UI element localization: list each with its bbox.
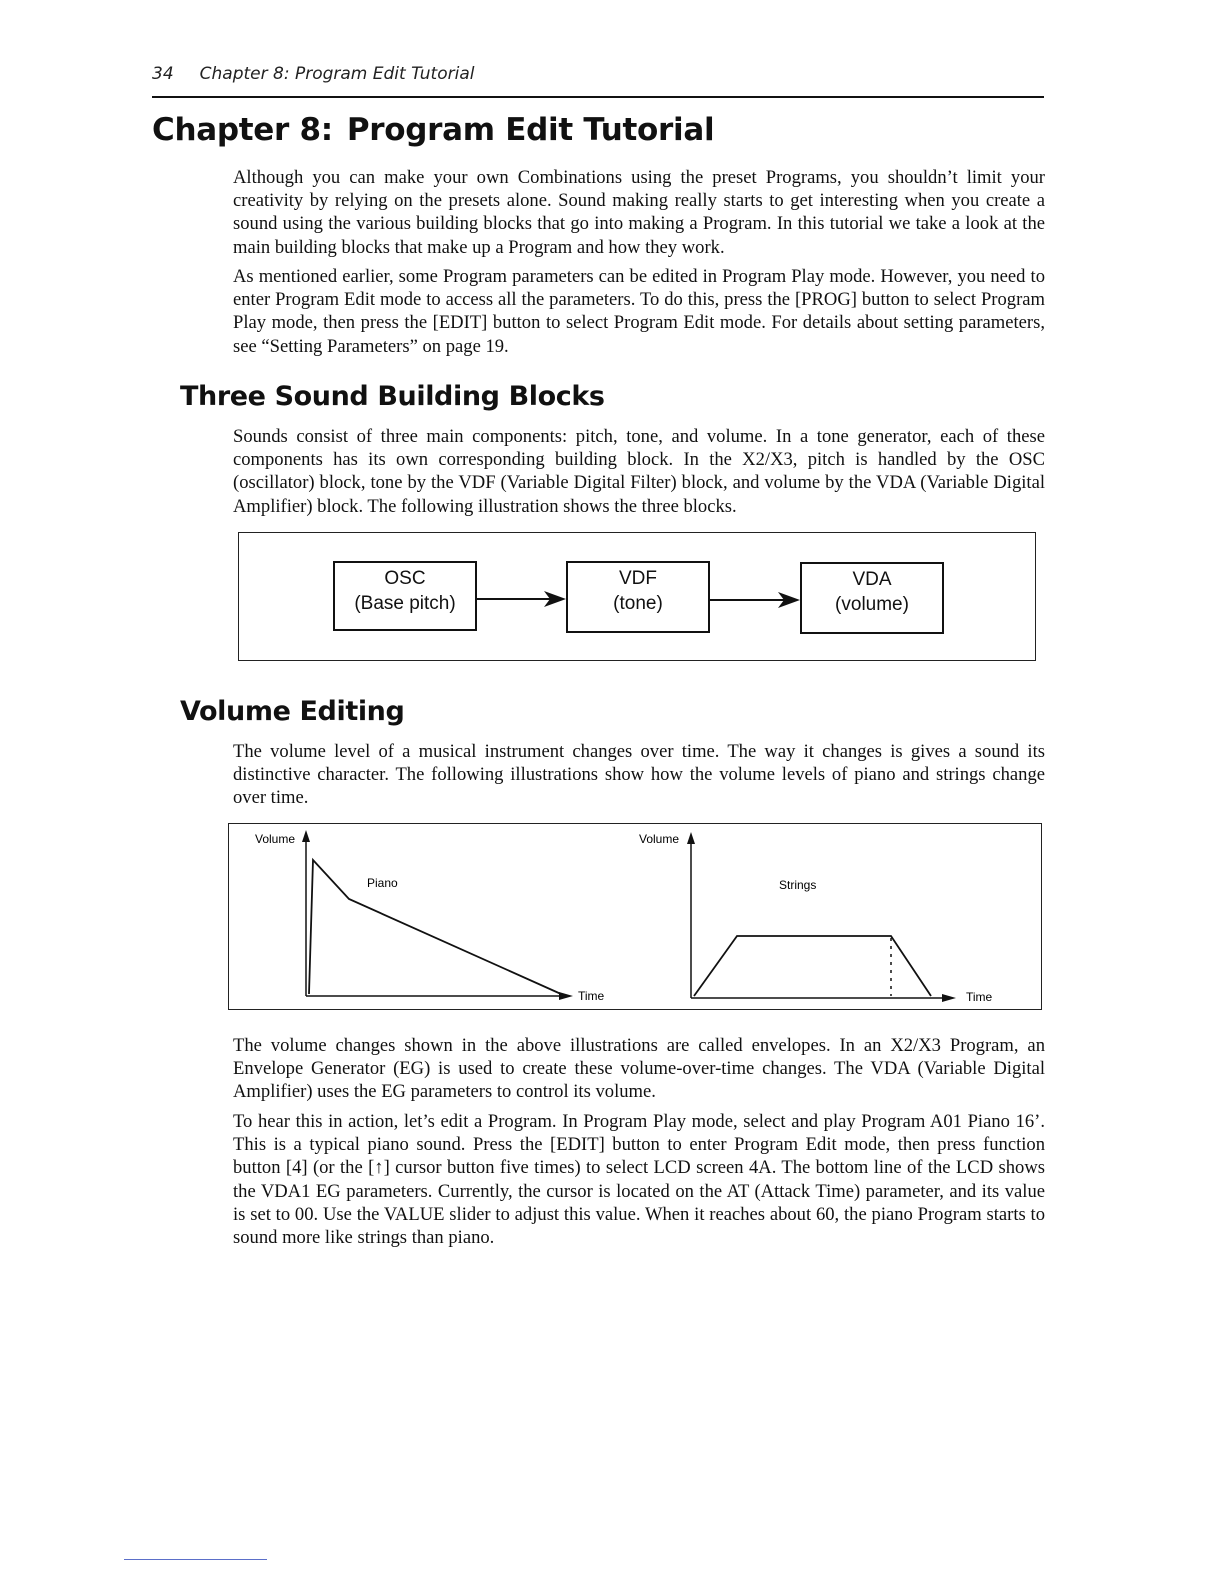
envelope-graphs — [229, 824, 1041, 1009]
section-heading-volume: Volume Editing — [180, 696, 405, 727]
chapter-title — [152, 112, 714, 148]
chapter-label: Chapter 8: — [152, 112, 333, 148]
block-diagram — [238, 532, 1036, 661]
intro-paragraph-2: As mentioned earlier, some Program parameters can be edited in Program Play mode. However, you need to enter Program Edit mode to access all the parameters. To do this, press the [PROG] button to select Program Play mode, then press the [EDIT] button to select Program Edit mode. For details about setting parameters, see “Setting Parameters” on page 19. — [233, 266, 1045, 357]
strings-y-label: Volume — [639, 832, 680, 846]
running-title: Chapter 8: Program Edit Tutorial — [199, 64, 475, 84]
strings-y-arrow — [687, 832, 695, 844]
volume-paragraph: The volume level of a musical instrument changes over time. The way it changes is gives a sound its distinctive character. The following illustrations show how the volume levels of piano and strings change over time. — [233, 741, 1045, 809]
piano-curve-label: Piano — [367, 876, 398, 890]
vdf-block-name: VDF — [619, 568, 657, 589]
osc-block-sub: (Base pitch) — [354, 593, 456, 614]
blocks-paragraph: Sounds consist of three main components: pitch, tone, and volume. In a tone generator, each of these components has its own corresponding building block. In the X2/X3, pitch is handled by the OSC (oscillator) block, tone by the VDF (Variable Digital Filter) block, and volume by the VDA (Variable Digital Amplifier) block. The following illustration shows the three blocks. — [233, 426, 1045, 517]
running-header — [152, 64, 474, 84]
header-rule — [152, 96, 1044, 98]
envelope-paragraph: The volume changes shown in the above illustrations are called envelopes. In an X2/X3 Program, an Envelope Generator (EG) is used to create these volume-over-time changes. The VDA (Variable Digital Amplifier) uses the EG parameters to control its volume. — [233, 1035, 1045, 1103]
intro-paragraph-1: Although you can make your own Combinations using the preset Programs, you shouldn’t limit your creativity by relying on the presets alone. Sound making really starts to get interesting when you create a sound using the various building blocks that go into making a Program. In this tutorial we take a look at the main building blocks that make up a Program and how they work. — [233, 167, 1045, 258]
vda-block-name: VDA — [852, 569, 892, 590]
arrow-osc-to-vdf — [477, 591, 566, 607]
piano-graph — [255, 830, 605, 1003]
strings-envelope — [694, 936, 931, 996]
section-heading-blocks: Three Sound Building Blocks — [180, 381, 605, 412]
vda-block-sub: (volume) — [835, 594, 909, 615]
strings-curve-label: Strings — [779, 878, 817, 892]
piano-y-arrow — [302, 830, 310, 842]
strings-x-arrow — [942, 994, 956, 1002]
vdf-block-sub: (tone) — [613, 593, 663, 614]
osc-block-name: OSC — [384, 568, 426, 589]
block-arrows — [239, 533, 1035, 660]
page-number: 34 — [152, 64, 174, 84]
piano-y-label: Volume — [255, 832, 296, 846]
tutorial-paragraph: To hear this in action, let’s edit a Program. In Program Play mode, select and play Program A01 Piano 16’. This is a typical piano sound. Press the [EDIT] button to enter Program Edit mode, then press function button [4] (or the [↑] cursor button five times) to select LCD screen 4A. The bottom line of the LCD shows the VDA1 EG parameters. Currently, the cursor is located on the AT (Attack Time) parameter, and its value is set to 00. Use the VALUE slider to adjust this value. When it reaches about 60, the piano Program starts to sound more like strings than piano. — [233, 1111, 1045, 1249]
strings-graph — [639, 832, 993, 1004]
piano-x-label: Time — [578, 989, 605, 1003]
strings-x-label: Time — [966, 990, 993, 1004]
arrow-vdf-to-vda — [710, 592, 800, 608]
footer-rule — [124, 1559, 267, 1560]
chapter-name: Program Edit Tutorial — [346, 112, 715, 148]
envelope-figure — [228, 823, 1042, 1010]
piano-envelope — [309, 860, 561, 994]
